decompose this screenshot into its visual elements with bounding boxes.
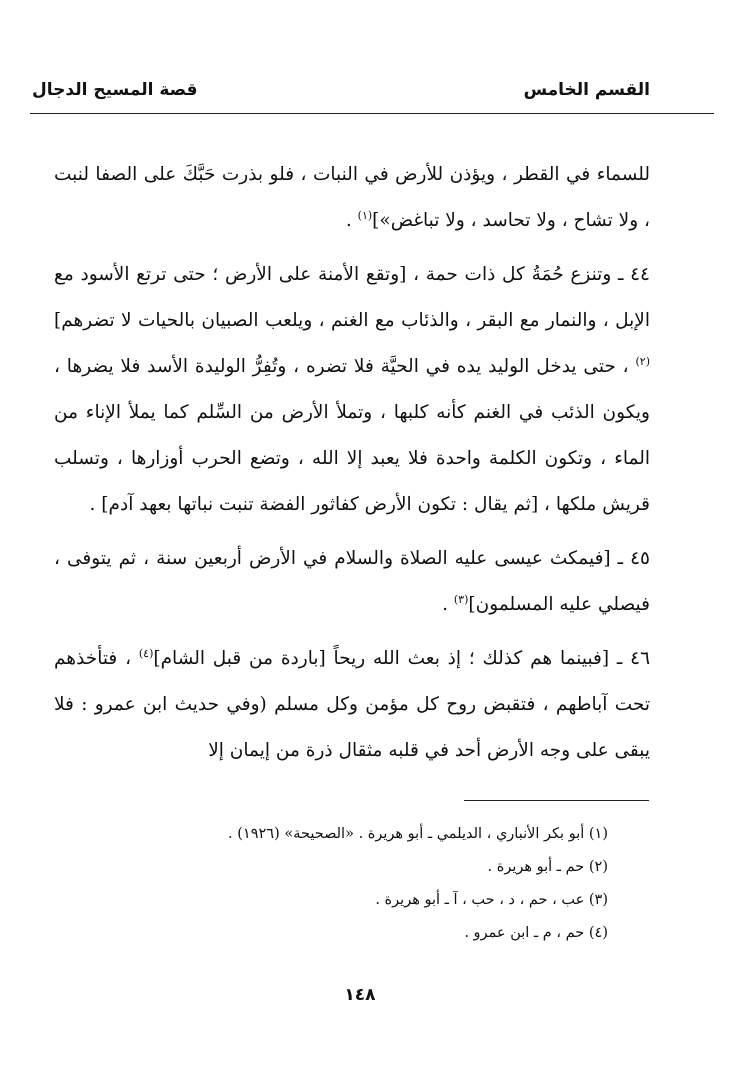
- paragraph-text: ٤٤ ـ وتنزع حُمَةُ كل ذات حمة ، [وتقع الأمنة على الأرض ؛ حتى ترتع الأسود مع الإبل ، والنمار مع البقر ، والذئاب مع الغنم ، ويلعب الصبيان بالحيات لا تضرهم]: [54, 264, 650, 331]
- footnote: (٢) حم ـ أبو هريرة .: [487, 859, 608, 875]
- footnote-marker: (٢): [635, 354, 650, 368]
- paragraph-tail: .: [345, 210, 358, 231]
- running-header: [32, 80, 650, 112]
- paragraph: [54, 252, 650, 528]
- footnote-marker: (١): [357, 208, 373, 222]
- footnotes: [88, 818, 608, 950]
- footnote: (٤) حم ، م ـ ابن عمرو .: [464, 925, 608, 941]
- footnote-marker: (٣): [453, 592, 469, 606]
- footnote: (١) أبو بكر الأنباري ، الديلمي ـ أبو هريرة . «الصحيحة» (١٩٢٦) .: [228, 826, 608, 842]
- section-title: القسم الخامس: [523, 80, 650, 100]
- footnote-marker: (٤): [138, 646, 154, 660]
- book-title: قصة المسيح الدجال: [32, 80, 198, 100]
- paragraph-text: للسماء في القطر ، ويؤذن للأرض في النبات ، فلو بذرت حَبَّكَ على الصفا لنبت ، ولا تشاح ، ولا تحاسد ، ولا تباغض»]: [54, 164, 650, 231]
- paragraph-tail: ، فتأخذهم تحت آباطهم ، فتقبض روح كل مؤمن وكل مسلم (وفي حديث ابن عمرو : فلا يبقى على وجه الأرض أحد في قلبه مثقال ذرة من إيمان إلا: [54, 648, 650, 761]
- footnote: (٣) عب ، حم ، د ، حب ، آ ـ أبو هريرة .: [375, 892, 608, 908]
- paragraph-tail: ، حتى يدخل الوليد يده في الحيَّة فلا تضره ، وتُفِرُّ الوليدة الأسد فلا يضرها ، ويكون الذئب في الغنم كأنه كلبها ، وتملأ الأرض من السِّلم كما يملأ الإناء من الماء ، وتكون الكلمة واحدة فلا يعبد إلا الله ، وتضع الحرب أوزارها ، وتسلب قريش ملكها ، [ثم يقال : تكون الأرض كفاثور الفضة تنبت نباتها بعهد آدم] .: [54, 356, 650, 515]
- header-divider: [30, 113, 714, 114]
- footnote-divider: [464, 800, 649, 801]
- paragraph: [54, 636, 650, 774]
- paragraph-tail: .: [442, 594, 454, 615]
- page-number: ١٤٨: [344, 985, 376, 1005]
- paragraph-text: ٤٥ ـ [فيمكث عيسى عليه الصلاة والسلام في الأرض أربعين سنة ، ثم يتوفى ، فيصلي عليه المسلمون]: [54, 548, 650, 615]
- paragraph: [54, 536, 650, 628]
- paragraph-text: ٤٦ ـ [فبينما هم كذلك ؛ إذ بعث الله ريحاً [باردة من قبل الشام]: [153, 648, 651, 669]
- paragraph: [54, 152, 650, 244]
- main-text: [54, 152, 650, 774]
